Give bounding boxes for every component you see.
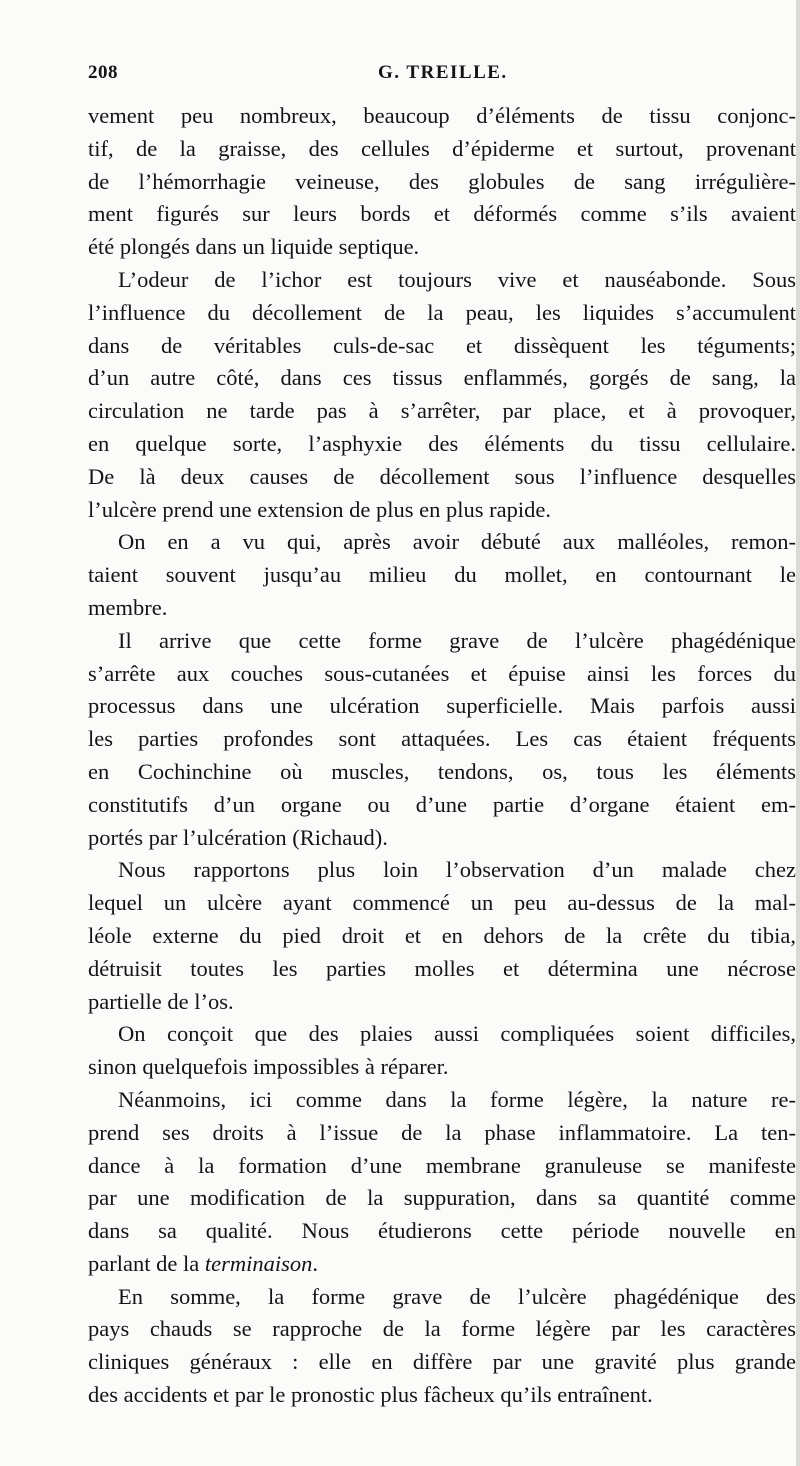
text-line: les parties profondes sont attaquées. Les cas étaient fréquents: [88, 726, 796, 752]
text-line: ment figurés sur leurs bords et déformés comme s’ils avaient: [88, 201, 796, 227]
text-line: constitutifs d’un organe ou d’une partie d’organe étaient em-: [88, 791, 796, 817]
text-line: Il arrive que cette forme grave de l’ulcère phagédénique: [118, 627, 796, 653]
text-line: portés par l’ulcération (Richaud).: [88, 824, 388, 850]
text-line: l’ulcère prend une extension de plus en plus rapide.: [88, 496, 551, 522]
text-line: été plongés dans un liquide septique.: [88, 234, 420, 260]
text-line: On en a vu qui, après avoir débuté aux malléoles, remon-: [118, 529, 796, 555]
text-line: lequel un ulcère ayant commencé un peu au-dessus de la mal-: [88, 890, 796, 916]
text-line: partielle de l’os.: [88, 988, 234, 1014]
text-fragment: .: [312, 1250, 318, 1276]
text-line: membre.: [88, 594, 168, 620]
text-line: Nous rapportons plus loin l’observation d’un malade chez: [118, 857, 796, 883]
text-fragment: parlant de la: [88, 1250, 205, 1276]
text-line: L’odeur de l’ichor est toujours vive et nauséabonde. Sous: [118, 266, 796, 292]
text-line: léole externe du pied droit et en dehors de la crête du tibia,: [88, 922, 796, 948]
text-line: dance à la formation d’une membrane granuleuse se manifeste: [88, 1152, 796, 1178]
text-line: dans sa qualité. Nous étudierons cette période nouvelle en: [88, 1218, 796, 1244]
body-text: [88, 100, 796, 1412]
running-head: G. TREILLE.: [378, 62, 508, 83]
emphasized-word: terminaison: [204, 1250, 313, 1276]
text-line: par une modification de la suppuration, dans sa quantité comme: [88, 1185, 796, 1211]
text-line: cliniques généraux : elle en diffère par une gravité plus grande: [88, 1349, 796, 1375]
text-line: d’un autre côté, dans ces tissus enflammés, gorgés de sang, la: [88, 365, 796, 391]
text-line: dans de véritables culs-de-sac et dissèquent les téguments;: [88, 332, 796, 358]
text-line: en Cochinchine où muscles, tendons, os, tous les éléments: [88, 758, 796, 784]
page-number: 208: [88, 62, 118, 83]
text-line: En somme, la forme grave de l’ulcère phagédénique des: [118, 1283, 796, 1309]
page-edge-shadow: [796, 0, 800, 1466]
text-line: des accidents et par le pronostic plus fâcheux qu’ils entraînent.: [88, 1382, 653, 1408]
text-line: On conçoit que des plaies aussi compliquées soient difficiles,: [118, 1021, 796, 1047]
text-line: détruisit toutes les parties molles et détermina une nécrose: [88, 955, 796, 981]
text-line: [88, 1248, 796, 1281]
text-line: l’influence du décollement de la peau, les liquides s’accumulent: [88, 299, 796, 325]
text-line: De là deux causes de décollement sous l’influence desquelles: [88, 463, 796, 489]
text-line: processus dans une ulcération superficielle. Mais parfois aussi: [88, 693, 796, 719]
text-line: vement peu nombreux, beaucoup d’éléments de tissu conjonc-: [88, 103, 796, 128]
text-line: en quelque sorte, l’asphyxie des éléments du tissu cellulaire.: [88, 430, 796, 456]
text-line: Néanmoins, ici comme dans la forme légère, la nature re-: [118, 1086, 796, 1112]
text-line: de l’hémorrhagie veineuse, des globules de sang irrégulière-: [88, 168, 796, 194]
text-line: circulation ne tarde pas à s’arrêter, par place, et à provoquer,: [88, 398, 796, 424]
text-line: pays chauds se rapproche de la forme légère par les caractères: [88, 1316, 796, 1342]
text-line: prend ses droits à l’issue de la phase inflammatoire. La ten-: [88, 1119, 796, 1145]
page-header: [88, 62, 796, 92]
text-line: sinon quelquefois impossibles à réparer.: [88, 1054, 449, 1080]
text-line: tif, de la graisse, des cellules d’épiderme et surtout, provenant: [88, 135, 796, 161]
text-line: taient souvent jusqu’au milieu du mollet, en contournant le: [88, 562, 796, 588]
text-line: s’arrête aux couches sous-cutanées et épuise ainsi les forces du: [88, 660, 796, 686]
